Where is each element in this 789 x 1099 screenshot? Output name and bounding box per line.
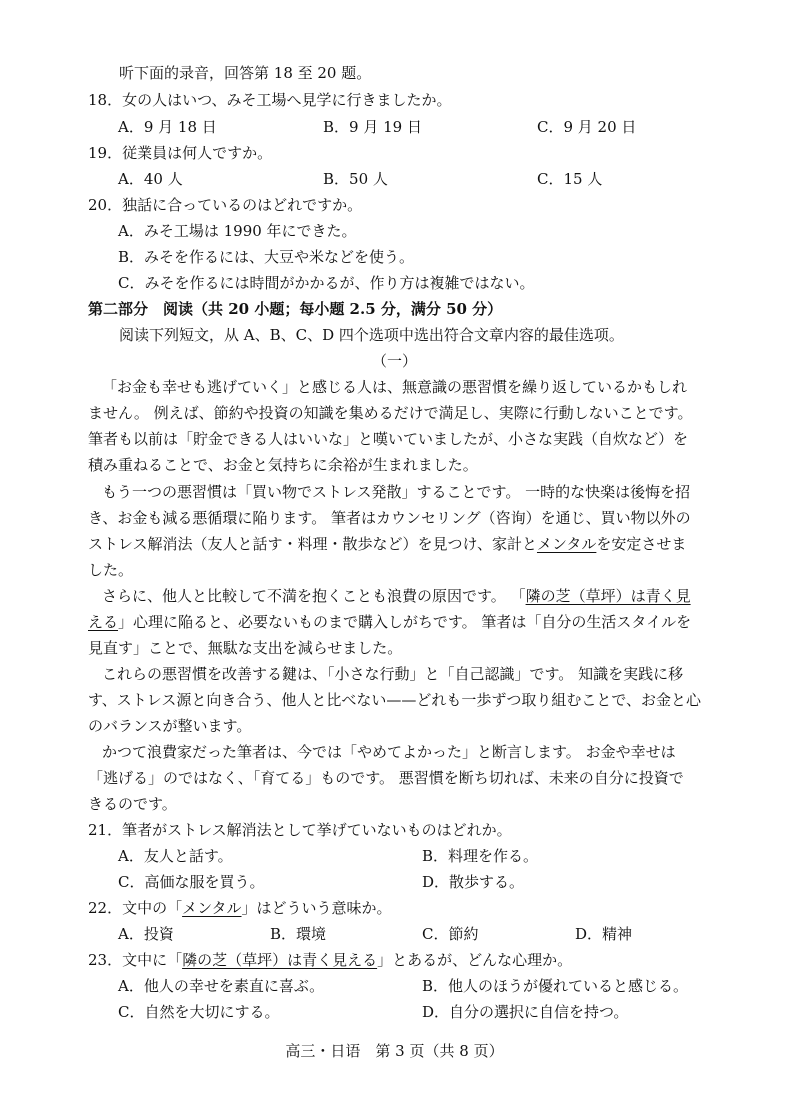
q23-option-c: C．自然を大切にする。 — [118, 1003, 280, 1021]
q23-option-d: D．自分の選択に自信を持つ。 — [422, 1003, 629, 1021]
q22-option-b: B．環境 — [270, 925, 327, 943]
paragraph-5-line: かつて浪費家だった筆者は、今では「やめてよかった」と断言します。 お金や幸せは — [102, 743, 676, 761]
reading-section-title: 第二部分 阅读（共 20 小题；每小题 2.5 分，满分 50 分） — [88, 300, 503, 318]
paragraph-4-line: これらの悪習慣を改善する鍵は、「小さな行動」と「自己認識」です。 知識を実践に移 — [102, 665, 684, 683]
q21-option-b: B．料理を作る。 — [422, 847, 539, 865]
q22-stem-text: 22．文中の「 — [88, 899, 183, 917]
underlined-idiom: 隣の芝（草坪）は青く見 — [525, 587, 691, 605]
q19-option-c: C．15 人 — [537, 170, 603, 188]
paragraph-1-line: 筆者も以前は「貯金できる人はいいな」と嘆いていましたが、小さな実践（自炊など）を — [88, 430, 689, 448]
underlined-idiom: える — [88, 613, 119, 631]
question-18-stem: 18．女の人はいつ、みそ工場へ見学に行きましたか。 — [88, 91, 452, 109]
listening-intro: 听下面的录音，回答第 18 至 20 题。 — [119, 64, 372, 82]
q18-option-c: C．9 月 20 日 — [537, 118, 637, 136]
q18-option-a: A．9 月 18 日 — [118, 118, 217, 136]
question-23-stem — [88, 949, 572, 971]
paragraph-5-line: 「逃げる」のではなく、「育てる」ものです。 悪習慣を断ち切れば、未来の自分に投資で — [88, 769, 684, 787]
paragraph-2-line: もう一つの悪習慣は「買い物でストレス発散」することです。 一時的な快楽は後悔を招 — [102, 483, 691, 501]
q22-option-c: C．節約 — [422, 925, 479, 943]
question-22-stem — [88, 897, 392, 919]
q22-stem-text: 」はどういう意味か。 — [241, 899, 392, 917]
paragraph-4-line: のバランスが整います。 — [88, 717, 252, 735]
q22-underlined-term: メンタル — [182, 899, 242, 917]
underlined-mental: メンタル — [536, 535, 597, 553]
q23-stem-text: 23．文中に「 — [88, 951, 183, 969]
paragraph-5-line: きるのです。 — [88, 795, 177, 813]
paragraph-4-line: す、ストレス源と向き合う、他人と比べない——どれも一歩ずつ取り組むことで、お金と心 — [88, 691, 702, 709]
q23-option-b: B．他人のほうが優れていると感じる。 — [422, 977, 689, 995]
paragraph-3-text: 」心理に陥ると、必要ないものまで購入しがちです。 筆者は「自分の生活スタイルを — [118, 613, 692, 631]
paragraph-1-line: 「お金も幸せも逃げていく」と感じる人は、無意識の悪習慣を繰り返しているかもしれ — [102, 378, 688, 396]
q23-stem-text: 」とあるが、どんな心理か。 — [377, 951, 573, 969]
paragraph-3-text: さらに、他人と比較して不満を抱くことも浪費の原因です。 「 — [102, 587, 526, 605]
q20-option-c: C．みそを作るには時間がかかるが、作り方は複雑ではない。 — [118, 274, 535, 292]
q23-option-a: A．他人の幸せを素直に喜ぶ。 — [118, 977, 325, 995]
q20-option-b: B．みそを作るには、大豆や米などを使う。 — [118, 248, 415, 266]
paragraph-3-line: 見直す」ことで、無駄な支出を減らせました。 — [88, 639, 403, 657]
paragraph-2-line: き、お金も減る悪循環に陥ります。 筆者はカウンセリング（咨询）を通じ、買い物以外の — [88, 509, 691, 527]
q19-option-a: A．40 人 — [118, 170, 183, 188]
q22-option-d: D．精神 — [575, 925, 633, 943]
q18-option-b: B．9 月 19 日 — [323, 118, 422, 136]
question-20-stem: 20．独話に合っているのはどれですか。 — [88, 196, 363, 214]
paragraph-3-line — [88, 611, 691, 633]
question-21-stem: 21．筆者がストレス解消法として挙げていないものはどれか。 — [88, 821, 512, 839]
page-footer: 高三・日语 第 3 页（共 8 页） — [285, 1042, 504, 1060]
paragraph-1-line: ません。 例えば、節約や投資の知識を集めるだけで満足し、実際に行動しないことです。 — [88, 404, 693, 422]
reading-instruction: 阅读下列短文，从 A、B、C、D 四个选项中选出符合文章内容的最佳选项。 — [119, 326, 624, 344]
paragraph-1-line: 積み重ねることで、お金と気持ちに余裕が生まれました。 — [88, 456, 478, 474]
paragraph-2-text: を安定させま — [596, 535, 687, 553]
paragraph-2-line — [88, 533, 686, 555]
question-19-stem: 19．従業員は何人ですか。 — [88, 144, 273, 162]
q20-option-a: A．みそ工場は 1990 年にできた。 — [118, 222, 357, 240]
q23-underlined-term: 隣の芝（草坪）は青く見える — [182, 951, 378, 969]
q22-option-a: A．投資 — [118, 925, 174, 943]
passage-number: （一） — [371, 352, 417, 370]
paragraph-2-line: した。 — [88, 561, 134, 579]
paragraph-2-text: ストレス解消法（友人と話す・料理・散歩など）を見つけ、家計と — [88, 535, 537, 553]
paragraph-3-line — [102, 585, 691, 607]
q21-option-c: C．高価な服を買う。 — [118, 873, 265, 891]
q21-option-a: A．友人と話す。 — [118, 847, 233, 865]
q21-option-d: D．散歩する。 — [422, 873, 525, 891]
q19-option-b: B．50 人 — [323, 170, 388, 188]
